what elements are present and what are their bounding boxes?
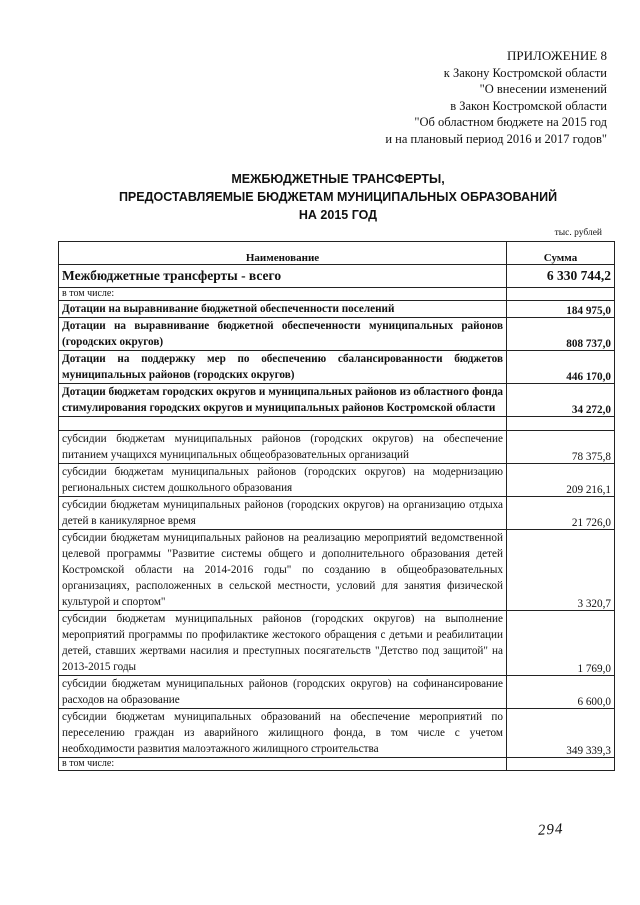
appendix-line: к Закону Костромской области: [443, 65, 607, 80]
table-row: [59, 318, 615, 351]
row-sum: 446 170,0: [507, 351, 615, 384]
table-row-empty: [59, 417, 615, 431]
table-row: [59, 384, 615, 417]
row-sum: [507, 417, 615, 431]
table-row: [59, 709, 615, 758]
appendix-line: и на плановый период 2016 и 2017 годов": [385, 131, 607, 146]
handwritten-page-number: 294: [537, 821, 564, 839]
row-name: Дотации на выравнивание бюджетной обеспеченности муниципальных районов (городских округов): [59, 318, 507, 351]
table-header-row: [59, 242, 615, 265]
table-row: [59, 758, 615, 771]
appendix-line: ПРИЛОЖЕНИЕ 8: [507, 48, 607, 63]
table-row: [59, 530, 615, 611]
header-name: Наименование: [59, 242, 507, 265]
title-line: МЕЖБЮДЖЕТНЫЕ ТРАНСФЕРТЫ,: [231, 172, 445, 186]
row-sum: 21 726,0: [507, 497, 615, 530]
row-sum: 184 975,0: [507, 301, 615, 318]
table-row: [59, 464, 615, 497]
appendix-line: "Об областном бюджете на 2015 год: [414, 115, 607, 129]
row-sum: 209 216,1: [507, 464, 615, 497]
appendix-line: в Закон Костромской области: [450, 98, 607, 113]
units-label: тыс. рублей: [554, 228, 602, 238]
table-row: [59, 301, 615, 318]
table-row: [59, 611, 615, 676]
row-name: Межбюджетные трансферты - всего: [59, 265, 507, 288]
table-row-total: [59, 265, 615, 288]
row-name: субсидии бюджетам муниципальных районов (городских округов) на организацию отдыха детей в каникулярное время: [59, 497, 507, 530]
row-sum: 349 339,3: [507, 709, 615, 758]
row-name: Дотации на выравнивание бюджетной обеспеченности поселений: [59, 301, 507, 318]
row-name: субсидии бюджетам муниципальных районов на реализацию мероприятий ведомственной целевой программы "Развитие системы общего и дополнительного образования детей Костромской области на 2014-2016 годы" по созданию в общеобразовательных организациях, расположенных в сельской местности, условий для занятия физической культурой и спортом": [59, 530, 507, 611]
row-name: субсидии бюджетам муниципальных образований на обеспечение мероприятий по переселению граждан из аварийного жилищного фонда, в том числе с учетом необходимости развития малоэтажного жилищного строительства: [59, 709, 507, 758]
appendix-line: "О внесении изменений: [479, 82, 607, 96]
row-sum: 6 600,0: [507, 676, 615, 709]
row-name: субсидии бюджетам муниципальных районов (городских округов) на модернизацию региональных систем дошкольного образования: [59, 464, 507, 497]
table-row: [59, 497, 615, 530]
row-name: [59, 417, 507, 431]
appendix-header: [385, 48, 607, 147]
row-name: субсидии бюджетам муниципальных районов (городских округов) на выполнение мероприятий программы по профилактике жестокого обращения с детьми и реабилитации детей, ставших жертвами насилия и преступных посягательств "Детство под защитой" на 2013-2015 годы: [59, 611, 507, 676]
row-sum: 34 272,0: [507, 384, 615, 417]
row-sum: [507, 288, 615, 301]
row-sum: 6 330 744,2: [507, 265, 615, 288]
row-name: субсидии бюджетам муниципальных районов (городских округов) на обеспечение питанием учащихся муниципальных общеобразовательных организаций: [59, 431, 507, 464]
title-line: НА 2015 ГОД: [298, 208, 378, 222]
row-name: Дотации на поддержку мер по обеспечению сбалансированности бюджетов муниципальных районов (городских округов): [59, 351, 507, 384]
row-name: Дотации бюджетам городских округов и муниципальных районов из областного фонда стимулирования городских округов и муниципальных районов Костромской области: [59, 384, 507, 417]
row-sum: 808 737,0: [507, 318, 615, 351]
table-row: [59, 676, 615, 709]
row-sum: 3 320,7: [507, 530, 615, 611]
row-sum: [507, 758, 615, 771]
table-row: [59, 351, 615, 384]
row-name: субсидии бюджетам муниципальных районов (городских округов) на софинансирование расходов на образование: [59, 676, 507, 709]
table-row: [59, 431, 615, 464]
row-name: в том числе:: [59, 288, 507, 301]
title-line: ПРЕДОСТАВЛЯЕМЫЕ БЮДЖЕТАМ МУНИЦИПАЛЬНЫХ ОБРАЗОВАНИЙ: [118, 190, 558, 204]
document-title: [60, 170, 616, 224]
row-sum: 1 769,0: [507, 611, 615, 676]
table-row: [59, 288, 615, 301]
transfers-table: [58, 241, 615, 771]
row-name: в том числе:: [59, 758, 507, 771]
header-sum: Сумма: [507, 242, 615, 265]
row-sum: 78 375,8: [507, 431, 615, 464]
